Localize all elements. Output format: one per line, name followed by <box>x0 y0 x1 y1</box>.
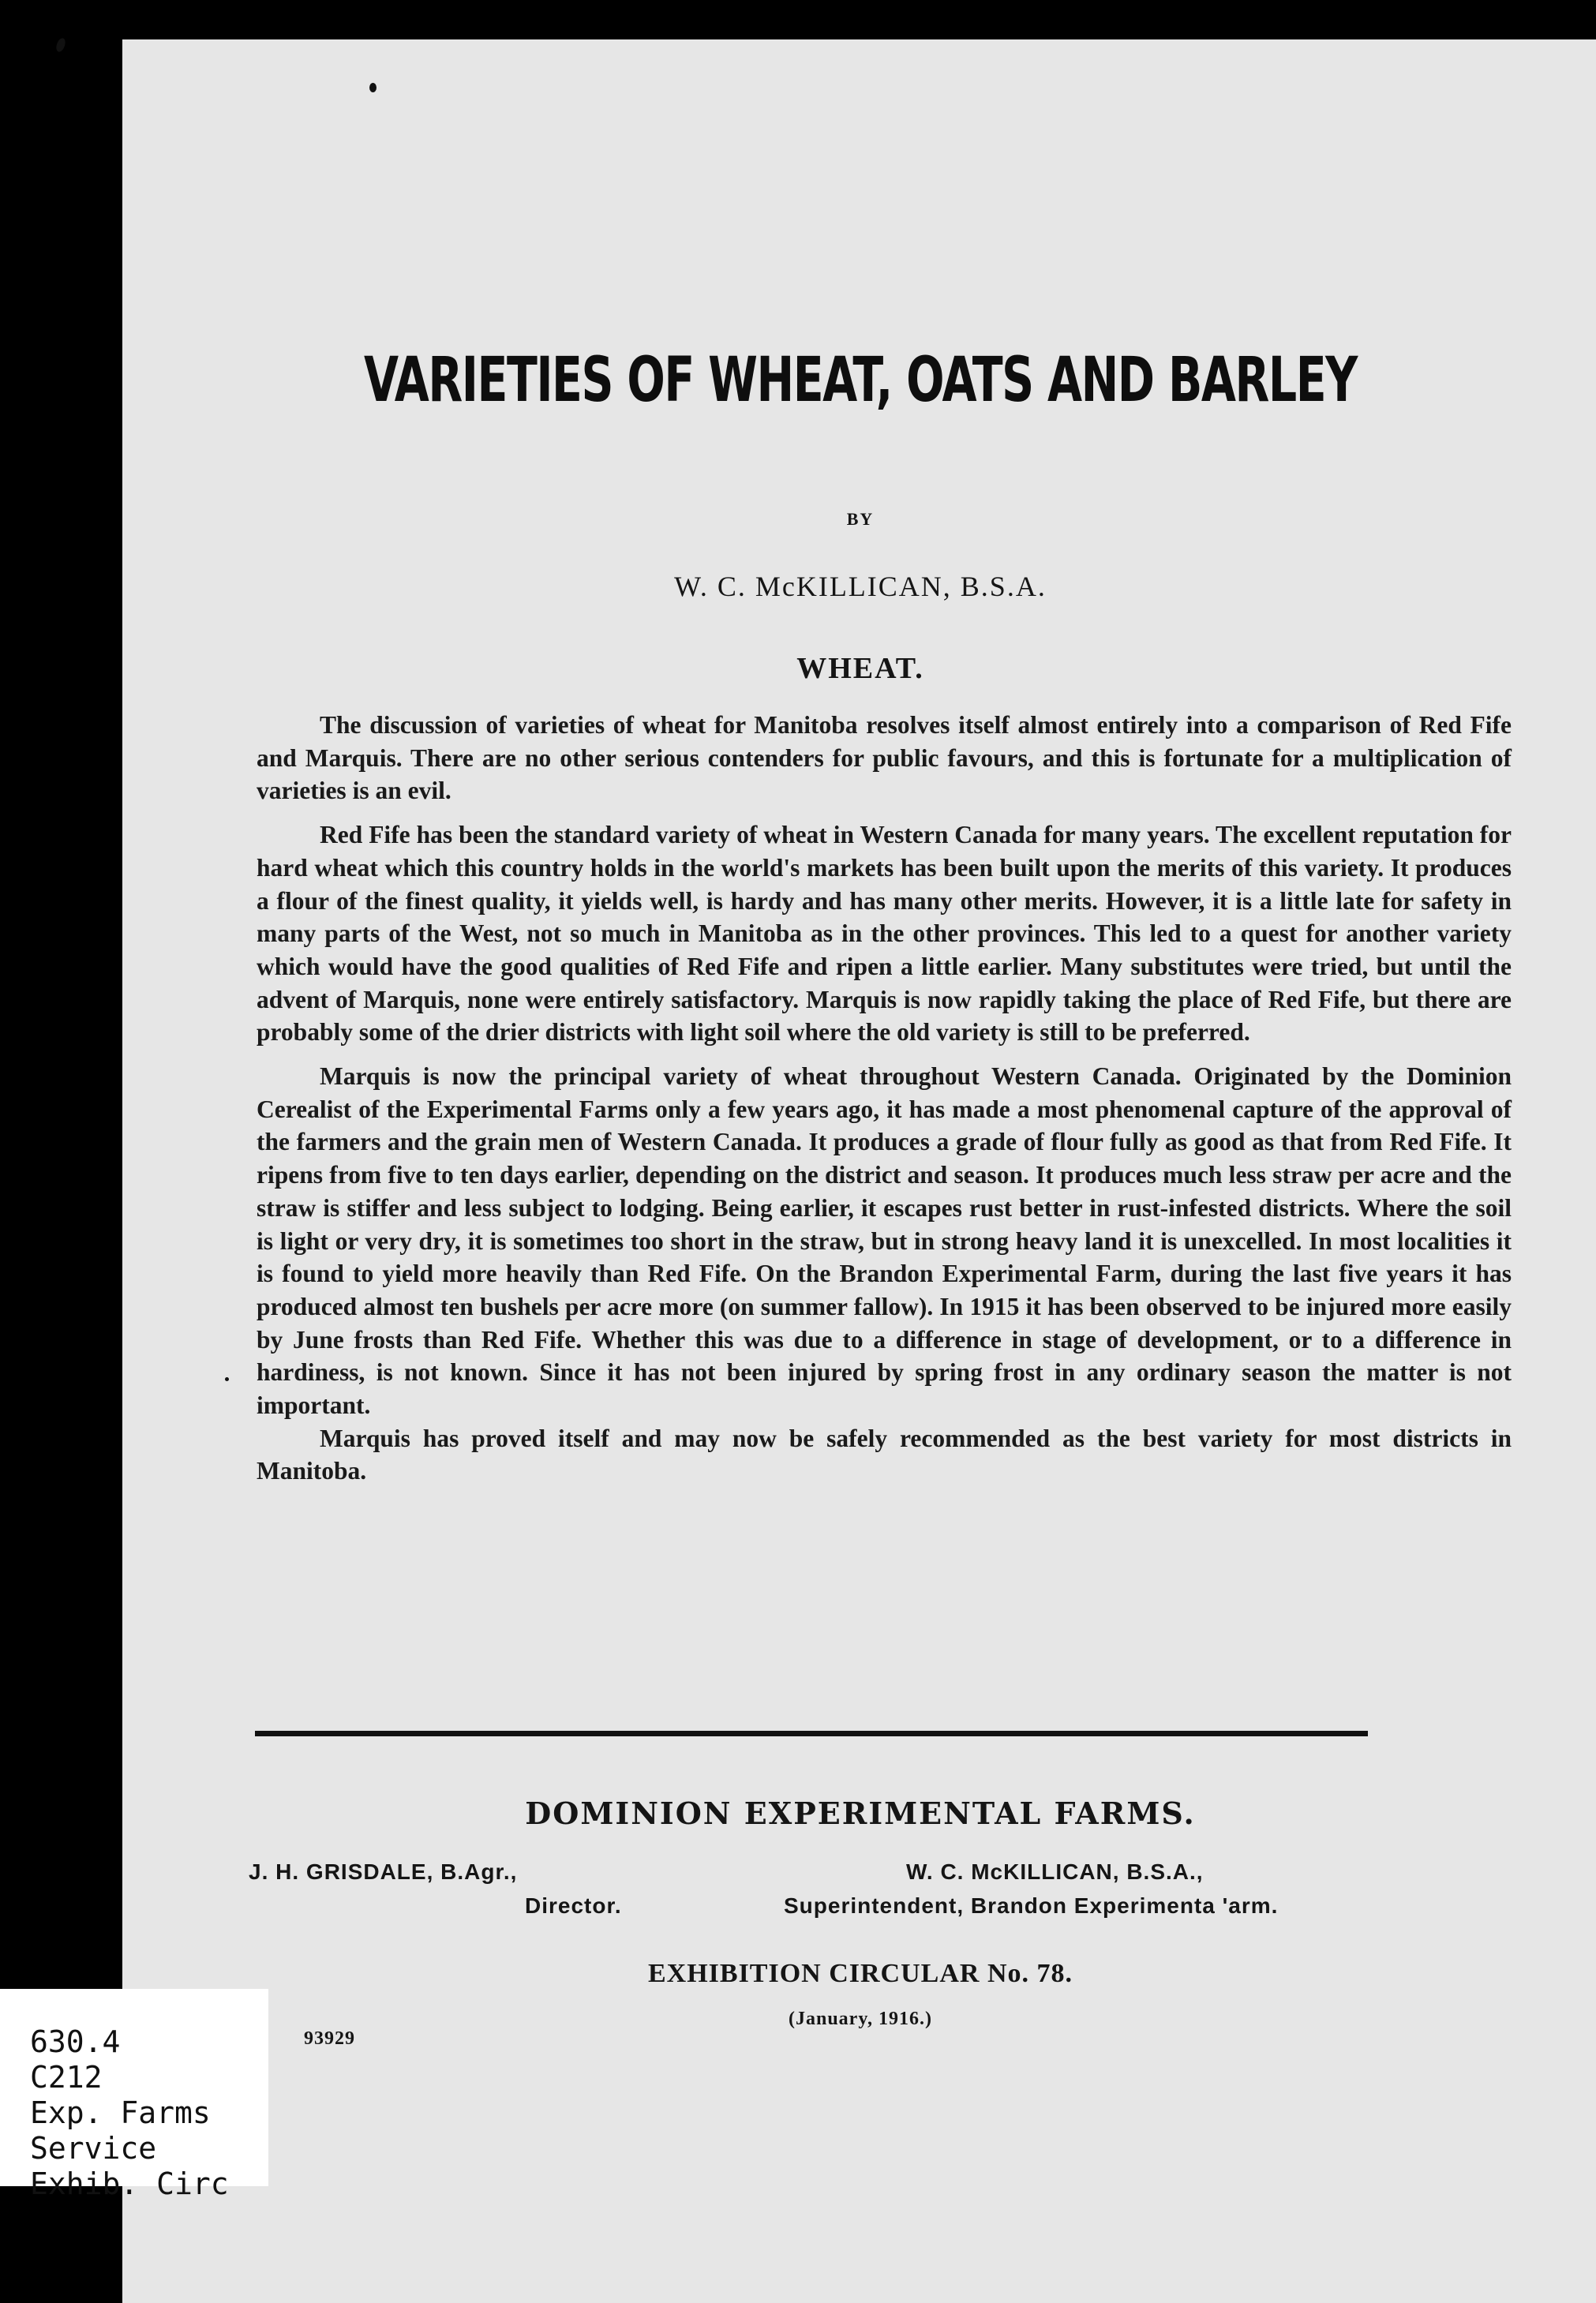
document-title: VARIETIES OF WHEAT, OATS AND BARLEY <box>364 345 1357 416</box>
circular-number: EXHIBITION CIRCULAR No. 78. <box>647 1959 1073 1988</box>
call-number-line: 630.4 <box>30 2024 121 2059</box>
paragraph-recommendation: Marquis has proved itself and may now be safely recommended as the best variety for most districts in Manitoba. <box>257 1424 1512 1485</box>
call-number-line: Service <box>30 2131 157 2166</box>
author-name: W. C. McKILLICAN, B.S.A. <box>674 571 1047 602</box>
ink-speck <box>369 83 377 92</box>
call-number-line: C212 <box>30 2060 103 2095</box>
body-text <box>257 709 1512 1488</box>
paragraph-red-fife <box>257 818 1512 1049</box>
ink-speck <box>225 1377 229 1381</box>
divider-rule <box>255 1731 1368 1736</box>
paragraph-intro: The discussion of varieties of wheat for Manitoba resolves itself almost entirely into a comparison of Red Fife and Marquis. There are no other serious contenders for public favours, and this is fortunate for a multiplication of varieties is an evil. <box>257 711 1512 805</box>
call-number-line: Exhib. Circ <box>30 2166 229 2201</box>
red-fife-lead: Red Fife <box>320 821 410 849</box>
stamp-number: 93929 <box>304 2028 355 2049</box>
marquis-lead: Marquis <box>320 1062 410 1091</box>
organization-name: DOMINION EXPERIMENTAL FARMS. <box>525 1796 1196 1831</box>
director-name: J. H. GRISDALE, B.Agr., <box>249 1859 518 1884</box>
section-heading: WHEAT. <box>796 652 924 685</box>
byline-by: BY <box>846 509 875 529</box>
superintendent-name: W. C. McKILLICAN, B.S.A., <box>906 1859 1204 1884</box>
ink-speck <box>54 37 67 53</box>
red-fife-text: has been the standard variety of wheat in Western Canada for many years. The excellent reputation for hard wheat which this country holds in the world's markets has been built upon the merits of this variety. It produces a flour of the finest quality, it yields well, is hardy and has many other merits. However, it is a little late for safety in many parts of the West, not so much in Manitoba as in the other provinces. This led to a quest for another variety which would have the good qualities of Red Fife and ripen a little earlier. Many substitutes were tried, but until the advent of Marquis, none were entirely satisfactory. Marquis is now rapidly taking the place of Red Fife, but there are probably some of the drier districts with light soil where the old variety is still to be preferred. <box>257 821 1512 1047</box>
director-title: Director. <box>525 1893 622 1918</box>
circular-date: (January, 1916.) <box>788 2009 932 2029</box>
paragraph-marquis <box>257 1060 1512 1422</box>
marquis-text: is now the principal variety of wheat throughout Western Canada. Originated by the Dominion Cerealist of the Experimental Farms only a few years ago, it has made a most phenomenal capture of the approval of the farmers and the grain men of Western Canada. It produces a grade of flour fully as good as that from Red Fife. It ripens from five to ten days earlier, depending on the district and season. It produces much less straw per acre and the straw is stiffer and less subject to lodging. Being earlier, it escapes rust better in rust-infested districts. Where the soil is light or very dry, it is sometimes too short in the straw, but in strong heavy land it is unexcelled. In most localities it is found to yield more heavily than Red Fife. On the Brandon Experimental Farm, during the last five years it has produced almost ten bushels per acre more (on summer fallow). In 1915 it has been observed to be injured more easily by June frosts than Red Fife. Whether this was due to a difference in stage of development, or to a difference in hardiness, is not known. Since it has not been injured by spring frost in any ordinary season the matter is not important. <box>257 1062 1512 1420</box>
document-page <box>122 39 1596 2303</box>
superintendent-title: Superintendent, Brandon Experimenta 'arm. <box>784 1893 1279 1918</box>
library-call-number-label <box>0 1989 268 2201</box>
call-number-line: Exp. Farms <box>30 2095 211 2130</box>
